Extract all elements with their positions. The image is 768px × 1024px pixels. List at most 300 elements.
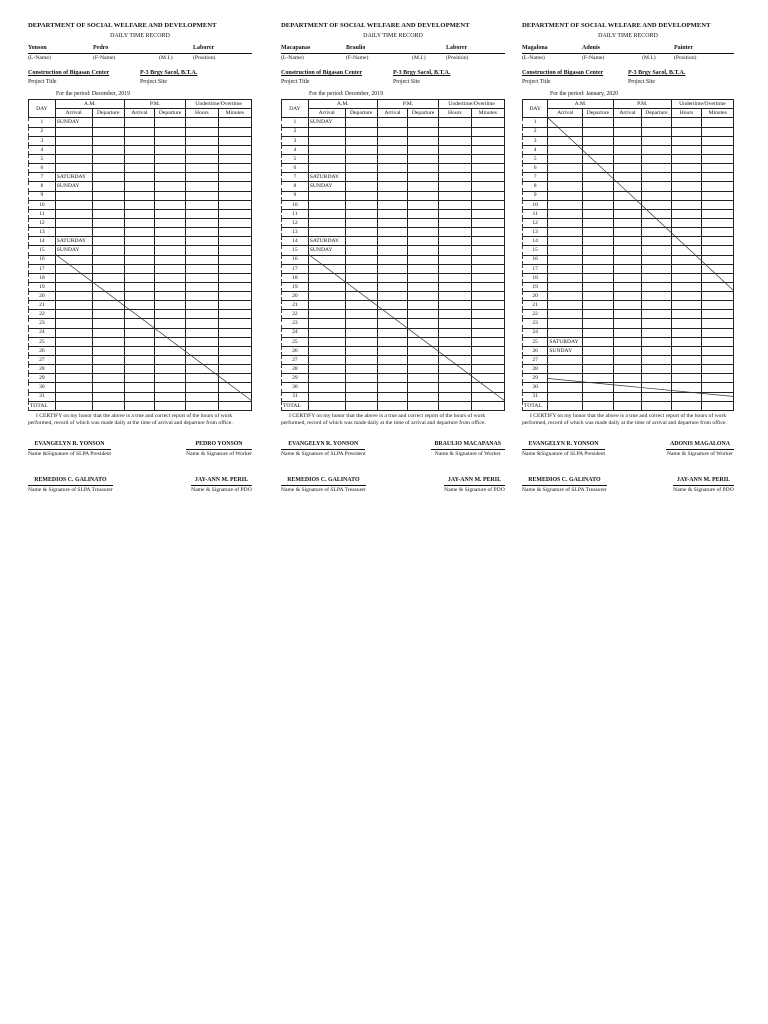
am-departure-cell[interactable] xyxy=(92,154,124,163)
pm-departure-cell[interactable] xyxy=(642,200,672,209)
minutes-cell[interactable] xyxy=(218,310,252,319)
pm-departure-cell[interactable] xyxy=(154,273,185,282)
pm-arrival-cell[interactable] xyxy=(124,383,154,392)
am-arrival-cell[interactable] xyxy=(55,209,92,218)
minutes-cell[interactable] xyxy=(471,127,505,136)
hours-cell[interactable] xyxy=(439,374,471,383)
pm-departure-cell[interactable] xyxy=(154,191,185,200)
minutes-cell[interactable] xyxy=(471,218,505,227)
am-arrival-cell[interactable] xyxy=(55,145,92,154)
hours-cell[interactable] xyxy=(439,218,471,227)
minutes-cell[interactable] xyxy=(471,310,505,319)
minutes-cell[interactable] xyxy=(471,255,505,264)
minutes-cell[interactable] xyxy=(471,246,505,255)
minutes-cell[interactable] xyxy=(471,164,505,173)
hours-cell[interactable] xyxy=(439,292,471,301)
am-arrival-cell[interactable] xyxy=(308,392,345,401)
pm-arrival-cell[interactable] xyxy=(613,136,641,145)
pm-arrival-cell[interactable] xyxy=(377,273,407,282)
pm-departure-cell[interactable] xyxy=(407,301,438,310)
hours-cell[interactable] xyxy=(439,383,471,392)
minutes-cell[interactable] xyxy=(471,182,505,191)
am-arrival-cell[interactable] xyxy=(548,319,583,328)
am-departure-cell[interactable] xyxy=(92,328,124,337)
am-departure-cell[interactable] xyxy=(345,356,377,365)
pm-arrival-cell[interactable] xyxy=(613,246,641,255)
pm-departure-cell[interactable] xyxy=(642,127,672,136)
minutes-cell[interactable] xyxy=(702,346,734,355)
am-arrival-cell[interactable] xyxy=(548,301,583,310)
am-departure-cell[interactable] xyxy=(345,173,377,182)
am-arrival-cell[interactable] xyxy=(55,292,92,301)
am-arrival-cell[interactable] xyxy=(308,228,345,237)
pm-arrival-cell[interactable] xyxy=(377,237,407,246)
pm-arrival-cell[interactable] xyxy=(613,292,641,301)
minutes-cell[interactable] xyxy=(471,173,505,182)
am-arrival-cell[interactable] xyxy=(548,356,583,365)
pm-departure-cell[interactable] xyxy=(407,319,438,328)
minutes-cell[interactable] xyxy=(471,200,505,209)
pm-departure-cell[interactable] xyxy=(154,255,185,264)
am-arrival-cell[interactable]: SATURDAY xyxy=(308,173,345,182)
am-arrival-cell[interactable] xyxy=(55,383,92,392)
am-departure-cell[interactable] xyxy=(345,136,377,145)
pm-arrival-cell[interactable] xyxy=(124,164,154,173)
am-departure-cell[interactable] xyxy=(92,200,124,209)
am-departure-cell[interactable] xyxy=(92,346,124,355)
pm-departure-cell[interactable] xyxy=(407,282,438,291)
pm-arrival-cell[interactable] xyxy=(124,237,154,246)
minutes-cell[interactable] xyxy=(702,282,734,291)
minutes-cell[interactable] xyxy=(218,383,252,392)
hours-cell[interactable] xyxy=(439,191,471,200)
pm-departure-cell[interactable] xyxy=(154,164,185,173)
am-departure-cell[interactable] xyxy=(345,164,377,173)
pm-arrival-cell[interactable] xyxy=(377,264,407,273)
minutes-cell[interactable] xyxy=(702,273,734,282)
pm-arrival-cell[interactable] xyxy=(377,154,407,163)
pm-arrival-cell[interactable] xyxy=(124,346,154,355)
am-departure-cell[interactable] xyxy=(583,182,614,191)
minutes-cell[interactable] xyxy=(218,374,252,383)
pm-departure-cell[interactable] xyxy=(642,392,672,401)
pm-arrival-cell[interactable] xyxy=(377,228,407,237)
am-departure-cell[interactable] xyxy=(345,264,377,273)
am-departure-cell[interactable] xyxy=(583,145,614,154)
hours-cell[interactable] xyxy=(186,164,218,173)
pm-arrival-cell[interactable] xyxy=(613,356,641,365)
hours-cell[interactable] xyxy=(439,319,471,328)
hours-cell[interactable] xyxy=(671,392,702,401)
hours-cell[interactable] xyxy=(671,328,702,337)
am-departure-cell[interactable] xyxy=(583,356,614,365)
pm-arrival-cell[interactable] xyxy=(124,273,154,282)
minutes-cell[interactable] xyxy=(218,173,252,182)
hours-cell[interactable] xyxy=(186,246,218,255)
am-departure-cell[interactable] xyxy=(583,136,614,145)
pm-arrival-cell[interactable] xyxy=(124,200,154,209)
minutes-cell[interactable] xyxy=(471,209,505,218)
hours-cell[interactable] xyxy=(439,356,471,365)
pm-arrival-cell[interactable] xyxy=(613,383,641,392)
pm-arrival-cell[interactable] xyxy=(377,200,407,209)
pm-departure-cell[interactable] xyxy=(642,246,672,255)
am-arrival-cell[interactable] xyxy=(55,127,92,136)
minutes-cell[interactable] xyxy=(702,154,734,163)
pm-arrival-cell[interactable] xyxy=(124,127,154,136)
hours-cell[interactable] xyxy=(186,255,218,264)
hours-cell[interactable] xyxy=(671,255,702,264)
am-arrival-cell[interactable] xyxy=(308,374,345,383)
minutes-cell[interactable] xyxy=(702,173,734,182)
minutes-cell[interactable] xyxy=(471,319,505,328)
pm-arrival-cell[interactable] xyxy=(613,301,641,310)
am-arrival-cell[interactable] xyxy=(55,164,92,173)
minutes-cell[interactable] xyxy=(471,328,505,337)
am-arrival-cell[interactable] xyxy=(308,145,345,154)
pm-departure-cell[interactable] xyxy=(154,310,185,319)
pm-arrival-cell[interactable] xyxy=(613,237,641,246)
am-arrival-cell[interactable] xyxy=(55,273,92,282)
pm-arrival-cell[interactable] xyxy=(613,346,641,355)
pm-departure-cell[interactable] xyxy=(154,301,185,310)
pm-arrival-cell[interactable] xyxy=(377,246,407,255)
am-arrival-cell[interactable]: SATURDAY xyxy=(308,237,345,246)
pm-departure-cell[interactable] xyxy=(642,191,672,200)
am-departure-cell[interactable] xyxy=(583,383,614,392)
pm-departure-cell[interactable] xyxy=(642,154,672,163)
pm-departure-cell[interactable] xyxy=(154,264,185,273)
minutes-cell[interactable] xyxy=(702,218,734,227)
pm-departure-cell[interactable] xyxy=(154,365,185,374)
hours-cell[interactable] xyxy=(671,191,702,200)
minutes-cell[interactable] xyxy=(471,145,505,154)
pm-departure-cell[interactable] xyxy=(642,209,672,218)
minutes-cell[interactable] xyxy=(471,356,505,365)
minutes-cell[interactable] xyxy=(218,127,252,136)
position[interactable]: Laborer xyxy=(446,45,468,52)
pm-departure-cell[interactable] xyxy=(154,374,185,383)
hours-cell[interactable] xyxy=(671,273,702,282)
am-arrival-cell[interactable] xyxy=(55,365,92,374)
hours-cell[interactable] xyxy=(186,392,218,401)
am-departure-cell[interactable] xyxy=(92,319,124,328)
am-arrival-cell[interactable] xyxy=(55,154,92,163)
hours-cell[interactable] xyxy=(186,383,218,392)
am-arrival-cell[interactable] xyxy=(308,200,345,209)
middle-initial[interactable] xyxy=(642,45,674,52)
minutes-cell[interactable] xyxy=(702,237,734,246)
pm-departure-cell[interactable] xyxy=(407,273,438,282)
am-departure-cell[interactable] xyxy=(345,237,377,246)
hours-cell[interactable] xyxy=(671,383,702,392)
pm-departure-cell[interactable] xyxy=(642,218,672,227)
am-departure-cell[interactable] xyxy=(92,374,124,383)
pm-departure-cell[interactable] xyxy=(642,365,672,374)
minutes-cell[interactable] xyxy=(218,301,252,310)
pm-arrival-cell[interactable] xyxy=(613,337,641,346)
pm-departure-cell[interactable] xyxy=(642,182,672,191)
pm-departure-cell[interactable] xyxy=(642,383,672,392)
hours-cell[interactable] xyxy=(439,255,471,264)
hours-cell[interactable] xyxy=(439,200,471,209)
am-arrival-cell[interactable] xyxy=(548,292,583,301)
am-departure-cell[interactable] xyxy=(92,182,124,191)
am-arrival-cell[interactable] xyxy=(548,282,583,291)
hours-cell[interactable] xyxy=(671,292,702,301)
am-departure-cell[interactable] xyxy=(92,127,124,136)
am-arrival-cell[interactable] xyxy=(308,264,345,273)
hours-cell[interactable] xyxy=(186,218,218,227)
pm-arrival-cell[interactable] xyxy=(613,264,641,273)
project-title[interactable]: Construction of Bigasan Center xyxy=(522,69,604,76)
minutes-cell[interactable] xyxy=(702,246,734,255)
hours-cell[interactable] xyxy=(439,301,471,310)
pm-arrival-cell[interactable] xyxy=(124,255,154,264)
minutes-cell[interactable] xyxy=(702,228,734,237)
hours-cell[interactable] xyxy=(439,136,471,145)
am-arrival-cell[interactable] xyxy=(548,273,583,282)
minutes-cell[interactable] xyxy=(218,246,252,255)
middle-initial[interactable] xyxy=(159,45,193,52)
pm-departure-cell[interactable] xyxy=(407,310,438,319)
project-site[interactable]: P-3 Brgy Sacol, B.T.A. xyxy=(393,69,451,76)
pm-departure-cell[interactable] xyxy=(642,145,672,154)
minutes-cell[interactable] xyxy=(471,118,505,127)
am-arrival-cell[interactable] xyxy=(55,346,92,355)
pm-departure-cell[interactable] xyxy=(154,118,185,127)
hours-cell[interactable] xyxy=(671,282,702,291)
am-arrival-cell[interactable] xyxy=(548,164,583,173)
pm-arrival-cell[interactable] xyxy=(377,145,407,154)
am-arrival-cell[interactable] xyxy=(308,255,345,264)
pm-arrival-cell[interactable] xyxy=(124,136,154,145)
pm-arrival-cell[interactable] xyxy=(377,319,407,328)
am-departure-cell[interactable] xyxy=(583,154,614,163)
pm-departure-cell[interactable] xyxy=(642,237,672,246)
hours-cell[interactable] xyxy=(671,301,702,310)
pm-arrival-cell[interactable] xyxy=(124,365,154,374)
first-name[interactable]: Pedro xyxy=(93,45,109,52)
am-arrival-cell[interactable] xyxy=(308,218,345,227)
hours-cell[interactable] xyxy=(186,365,218,374)
am-departure-cell[interactable] xyxy=(345,228,377,237)
minutes-cell[interactable] xyxy=(218,319,252,328)
am-departure-cell[interactable] xyxy=(345,374,377,383)
minutes-cell[interactable] xyxy=(702,255,734,264)
am-departure-cell[interactable] xyxy=(583,301,614,310)
minutes-cell[interactable] xyxy=(218,154,252,163)
hours-cell[interactable] xyxy=(439,392,471,401)
am-arrival-cell[interactable]: SUNDAY xyxy=(308,118,345,127)
minutes-cell[interactable] xyxy=(702,374,734,383)
pm-departure-cell[interactable] xyxy=(642,228,672,237)
hours-cell[interactable] xyxy=(439,310,471,319)
pm-arrival-cell[interactable] xyxy=(613,282,641,291)
am-departure-cell[interactable] xyxy=(583,319,614,328)
am-arrival-cell[interactable]: SATURDAY xyxy=(548,337,583,346)
pm-departure-cell[interactable] xyxy=(154,173,185,182)
am-departure-cell[interactable] xyxy=(345,255,377,264)
am-arrival-cell[interactable] xyxy=(548,145,583,154)
pm-departure-cell[interactable] xyxy=(407,118,438,127)
minutes-cell[interactable] xyxy=(702,209,734,218)
pm-arrival-cell[interactable] xyxy=(124,118,154,127)
am-arrival-cell[interactable] xyxy=(548,310,583,319)
hours-cell[interactable] xyxy=(439,264,471,273)
am-departure-cell[interactable] xyxy=(345,319,377,328)
am-arrival-cell[interactable] xyxy=(548,374,583,383)
pm-departure-cell[interactable] xyxy=(154,319,185,328)
pm-arrival-cell[interactable] xyxy=(124,328,154,337)
pm-arrival-cell[interactable] xyxy=(124,218,154,227)
pm-departure-cell[interactable] xyxy=(407,228,438,237)
hours-cell[interactable] xyxy=(186,328,218,337)
minutes-cell[interactable] xyxy=(702,164,734,173)
am-departure-cell[interactable] xyxy=(345,200,377,209)
am-arrival-cell[interactable]: SUNDAY xyxy=(548,346,583,355)
pm-departure-cell[interactable] xyxy=(642,319,672,328)
pm-arrival-cell[interactable] xyxy=(124,173,154,182)
am-arrival-cell[interactable]: SATURDAY xyxy=(55,173,92,182)
am-departure-cell[interactable] xyxy=(92,209,124,218)
hours-cell[interactable] xyxy=(671,228,702,237)
hours-cell[interactable] xyxy=(186,127,218,136)
hours-cell[interactable] xyxy=(439,209,471,218)
pm-arrival-cell[interactable] xyxy=(613,191,641,200)
pm-departure-cell[interactable] xyxy=(407,145,438,154)
am-departure-cell[interactable] xyxy=(345,383,377,392)
pm-arrival-cell[interactable] xyxy=(377,127,407,136)
hours-cell[interactable] xyxy=(186,337,218,346)
am-arrival-cell[interactable]: SUNDAY xyxy=(55,182,92,191)
am-arrival-cell[interactable]: SUNDAY xyxy=(308,246,345,255)
hours-cell[interactable] xyxy=(439,127,471,136)
last-name[interactable]: Magalona xyxy=(522,45,548,52)
am-departure-cell[interactable] xyxy=(583,365,614,374)
pm-departure-cell[interactable] xyxy=(407,173,438,182)
am-departure-cell[interactable] xyxy=(345,118,377,127)
pm-departure-cell[interactable] xyxy=(154,383,185,392)
minutes-cell[interactable] xyxy=(218,191,252,200)
minutes-cell[interactable] xyxy=(218,337,252,346)
hours-cell[interactable] xyxy=(671,264,702,273)
pm-arrival-cell[interactable] xyxy=(613,374,641,383)
hours-cell[interactable] xyxy=(671,319,702,328)
pm-arrival-cell[interactable] xyxy=(613,328,641,337)
pm-arrival-cell[interactable] xyxy=(377,209,407,218)
pm-arrival-cell[interactable] xyxy=(613,164,641,173)
am-departure-cell[interactable] xyxy=(92,392,124,401)
am-arrival-cell[interactable] xyxy=(55,392,92,401)
am-departure-cell[interactable] xyxy=(583,392,614,401)
am-arrival-cell[interactable] xyxy=(55,374,92,383)
pm-departure-cell[interactable] xyxy=(642,255,672,264)
pm-arrival-cell[interactable] xyxy=(124,319,154,328)
minutes-cell[interactable] xyxy=(218,292,252,301)
minutes-cell[interactable] xyxy=(471,365,505,374)
hours-cell[interactable] xyxy=(186,301,218,310)
minutes-cell[interactable] xyxy=(471,337,505,346)
pm-arrival-cell[interactable] xyxy=(377,328,407,337)
am-departure-cell[interactable] xyxy=(345,292,377,301)
minutes-cell[interactable] xyxy=(471,154,505,163)
pm-arrival-cell[interactable] xyxy=(613,209,641,218)
hours-cell[interactable] xyxy=(186,292,218,301)
am-departure-cell[interactable] xyxy=(345,301,377,310)
am-departure-cell[interactable] xyxy=(92,282,124,291)
minutes-cell[interactable] xyxy=(218,182,252,191)
am-arrival-cell[interactable] xyxy=(548,228,583,237)
am-arrival-cell[interactable] xyxy=(548,173,583,182)
pm-departure-cell[interactable] xyxy=(407,264,438,273)
pm-departure-cell[interactable] xyxy=(407,209,438,218)
hours-cell[interactable] xyxy=(186,173,218,182)
am-arrival-cell[interactable] xyxy=(308,365,345,374)
pm-arrival-cell[interactable] xyxy=(613,255,641,264)
minutes-cell[interactable] xyxy=(471,264,505,273)
minutes-cell[interactable] xyxy=(218,145,252,154)
am-departure-cell[interactable] xyxy=(583,127,614,136)
pm-arrival-cell[interactable] xyxy=(377,255,407,264)
pm-arrival-cell[interactable] xyxy=(613,127,641,136)
am-arrival-cell[interactable] xyxy=(308,310,345,319)
pm-departure-cell[interactable] xyxy=(642,292,672,301)
minutes-cell[interactable] xyxy=(702,383,734,392)
pm-departure-cell[interactable] xyxy=(407,292,438,301)
hours-cell[interactable] xyxy=(671,356,702,365)
pm-arrival-cell[interactable] xyxy=(124,337,154,346)
am-arrival-cell[interactable] xyxy=(55,191,92,200)
hours-cell[interactable] xyxy=(439,118,471,127)
minutes-cell[interactable] xyxy=(702,127,734,136)
hours-cell[interactable] xyxy=(186,264,218,273)
am-arrival-cell[interactable] xyxy=(55,301,92,310)
am-departure-cell[interactable] xyxy=(345,282,377,291)
hours-cell[interactable] xyxy=(439,346,471,355)
pm-departure-cell[interactable] xyxy=(154,218,185,227)
pm-departure-cell[interactable] xyxy=(642,356,672,365)
pm-arrival-cell[interactable] xyxy=(377,282,407,291)
am-departure-cell[interactable] xyxy=(92,301,124,310)
hours-cell[interactable] xyxy=(671,365,702,374)
hours-cell[interactable] xyxy=(671,182,702,191)
pm-departure-cell[interactable] xyxy=(154,237,185,246)
am-departure-cell[interactable] xyxy=(345,218,377,227)
pm-arrival-cell[interactable] xyxy=(613,218,641,227)
minutes-cell[interactable] xyxy=(702,392,734,401)
hours-cell[interactable] xyxy=(439,273,471,282)
minutes-cell[interactable] xyxy=(218,328,252,337)
am-departure-cell[interactable] xyxy=(92,337,124,346)
pm-departure-cell[interactable] xyxy=(407,136,438,145)
am-arrival-cell[interactable] xyxy=(548,264,583,273)
hours-cell[interactable] xyxy=(671,145,702,154)
hours-cell[interactable] xyxy=(186,310,218,319)
am-departure-cell[interactable] xyxy=(92,356,124,365)
pm-departure-cell[interactable] xyxy=(642,264,672,273)
hours-cell[interactable] xyxy=(671,346,702,355)
am-arrival-cell[interactable]: SUNDAY xyxy=(55,246,92,255)
last-name[interactable]: Macapanas xyxy=(281,45,311,52)
am-departure-cell[interactable] xyxy=(92,246,124,255)
minutes-cell[interactable] xyxy=(702,145,734,154)
pm-arrival-cell[interactable] xyxy=(377,136,407,145)
am-departure-cell[interactable] xyxy=(92,237,124,246)
hours-cell[interactable] xyxy=(671,237,702,246)
pm-departure-cell[interactable] xyxy=(407,328,438,337)
hours-cell[interactable] xyxy=(186,237,218,246)
